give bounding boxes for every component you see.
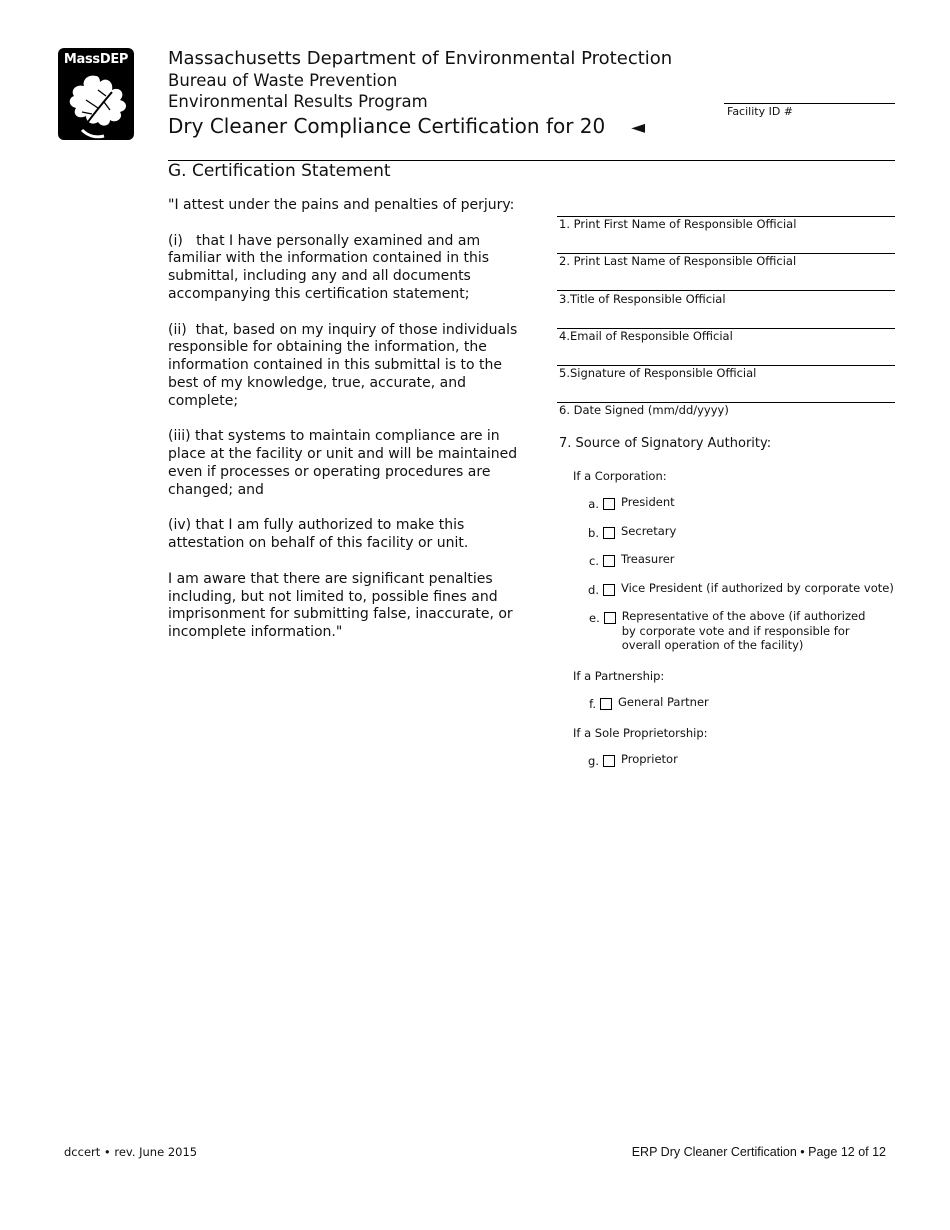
statement-item-iv: (iv) that I am fully authorized to make this attestation on behalf of this facility or unit. bbox=[168, 517, 469, 552]
option-label: Representative of the above (if authorized by corporate vote and if responsible for overall operation of the facility) bbox=[621, 609, 866, 652]
option-president[interactable] bbox=[586, 497, 675, 511]
option-letter: a. bbox=[588, 497, 599, 511]
option-label: Treasurer bbox=[621, 552, 675, 566]
facility-id-field[interactable] bbox=[724, 103, 895, 104]
statement-item-i: (i) that I have personally examined and am familiar with the information contained in this submittal, including any and all documents accompanying this certification statement; bbox=[168, 232, 494, 302]
president-checkbox[interactable] bbox=[603, 498, 615, 510]
option-representative[interactable] bbox=[589, 611, 879, 653]
date-label: 6. Date Signed (mm/dd/yyyy) bbox=[559, 403, 729, 417]
form-title-text: Dry Cleaner Compliance Certification for 20 bbox=[168, 114, 606, 138]
option-label: Secretary bbox=[621, 524, 677, 538]
statement-closing: I am aware that there are significant penalties including, but not limited to, possible fines and imprisonment for submitting false, inaccurate, or incomplete information." bbox=[168, 570, 513, 641]
option-letter: c. bbox=[589, 554, 599, 568]
vice-president-checkbox[interactable] bbox=[603, 584, 615, 596]
option-label: Vice President (if authorized by corporate vote) bbox=[621, 581, 894, 595]
option-letter: b. bbox=[588, 526, 599, 540]
program-name: Environmental Results Program bbox=[168, 92, 428, 111]
certification-statement bbox=[168, 197, 534, 660]
option-label: President bbox=[621, 495, 675, 509]
title-field[interactable] bbox=[557, 290, 895, 291]
partnership-label: If a Partnership: bbox=[573, 669, 665, 683]
email-label: 4.Email of Responsible Official bbox=[559, 329, 733, 343]
facility-id-label: Facility ID # bbox=[727, 105, 794, 118]
proprietor-checkbox[interactable] bbox=[603, 755, 615, 767]
option-letter: e. bbox=[589, 611, 600, 625]
sole-proprietorship-label: If a Sole Proprietorship: bbox=[573, 726, 708, 740]
option-secretary[interactable] bbox=[586, 526, 676, 540]
arrow-left-icon: ◄ bbox=[631, 117, 646, 138]
massdep-logo bbox=[58, 48, 134, 140]
bureau-name: Bureau of Waste Prevention bbox=[168, 71, 398, 90]
option-letter: f. bbox=[589, 697, 596, 711]
option-general-partner[interactable] bbox=[583, 697, 709, 711]
treasurer-checkbox[interactable] bbox=[603, 555, 615, 567]
title-label: 3.Title of Responsible Official bbox=[559, 292, 726, 306]
option-vice-president[interactable] bbox=[586, 583, 894, 597]
section-title: G. Certification Statement bbox=[168, 161, 391, 181]
representative-checkbox[interactable] bbox=[604, 612, 616, 624]
footer-page-info: ERP Dry Cleaner Certification • Page 12 of 12 bbox=[631, 1145, 886, 1159]
oak-leaf-icon bbox=[58, 66, 134, 140]
option-letter: g. bbox=[588, 754, 599, 768]
corporation-label: If a Corporation: bbox=[573, 469, 667, 483]
option-letter: d. bbox=[588, 583, 599, 597]
statement-item-iii: (iii) that systems to maintain compliance are in place at the facility or unit and will be maintained even if processes or operating procedures are changed; and bbox=[168, 428, 518, 498]
footer-revision: dccert • rev. June 2015 bbox=[64, 1145, 198, 1159]
statement-intro: "I attest under the pains and penalties of perjury: bbox=[168, 197, 515, 213]
form-title bbox=[168, 114, 645, 138]
option-label: General Partner bbox=[618, 695, 709, 709]
option-proprietor[interactable] bbox=[586, 754, 678, 768]
agency-name: Massachusetts Department of Environmental Protection bbox=[168, 48, 673, 69]
general-partner-checkbox[interactable] bbox=[600, 698, 612, 710]
secretary-checkbox[interactable] bbox=[603, 527, 615, 539]
logo-text: MassDEP bbox=[63, 52, 129, 67]
last-name-label: 2. Print Last Name of Responsible Official bbox=[559, 254, 797, 268]
option-treasurer[interactable] bbox=[586, 554, 675, 568]
first-name-label: 1. Print First Name of Responsible Official bbox=[559, 217, 797, 231]
statement-item-ii: (ii) that, based on my inquiry of those individuals responsible for obtaining the information, the information contained in this submittal is to the best of my knowledge, true, accurate, and complete; bbox=[168, 321, 522, 409]
option-label: Proprietor bbox=[621, 752, 678, 766]
authority-heading: 7. Source of Signatory Authority: bbox=[559, 436, 772, 451]
signature-label: 5.Signature of Responsible Official bbox=[559, 366, 757, 380]
